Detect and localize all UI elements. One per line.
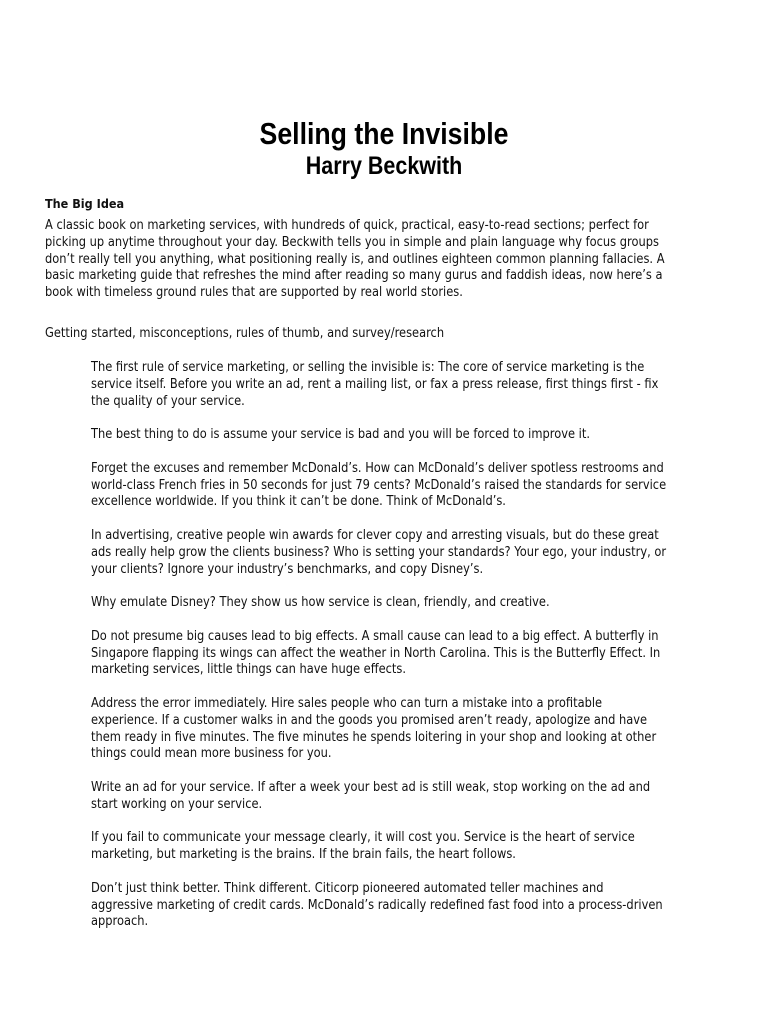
- key-point-paragraph: [91, 427, 745, 444]
- intro-paragraph: [45, 218, 749, 302]
- key-point-line: Write an ad for your service. If after a week your best ad is still weak, stop working on the ad and: [91, 779, 651, 795]
- key-point-line: Forget the excuses and remember McDonald’s. How can McDonald’s deliver spotless restrooms and: [91, 460, 664, 476]
- intro-line: picking up anytime throughout your day. Beckwith tells you in simple and plain language why focus groups: [45, 234, 659, 250]
- section-label: [45, 326, 499, 343]
- key-points-list: [91, 360, 745, 948]
- intro-line: book with timeless ground rules that are supported by real world stories.: [45, 285, 463, 301]
- key-point-paragraph: [91, 360, 745, 410]
- document-title: Selling the Invisible: [259, 116, 509, 151]
- key-point-line: approach.: [91, 914, 149, 930]
- key-point-line: Do not presume big causes lead to big effects. A small cause can lead to a big effect. A butterfly in: [91, 628, 659, 644]
- key-point-paragraph: [91, 629, 745, 679]
- key-point-line: Don’t just think better. Think different. Citicorp pioneered automated teller machines and: [91, 880, 604, 896]
- key-point-line: Singapore flapping its wings can affect the weather in North Carolina. This is the Butterfly Effect. In: [91, 645, 661, 661]
- key-point-line: start working on your service.: [91, 796, 263, 812]
- section-label-text: Getting started, misconceptions, rules of thumb, and survey/research: [45, 326, 445, 341]
- key-point-line: Address the error immediately. Hire sales people who can turn a mistake into a profitable: [91, 695, 603, 711]
- intro-line: basic marketing guide that refreshes the mind after reading so many gurus and faddish ideas, now here’s a: [45, 268, 663, 284]
- key-point-line: things could mean more business for you.: [91, 746, 332, 762]
- key-point-line: In advertising, creative people win awards for clever copy and arresting visuals, but do these great: [91, 527, 659, 543]
- key-point-line: your clients? Ignore your industry’s benchmarks, and copy Disney’s.: [91, 561, 484, 577]
- key-point-line: world-class French fries in 50 seconds for just 79 cents? McDonald’s raised the standards for service: [91, 477, 667, 493]
- key-point-paragraph: [91, 696, 745, 763]
- intro-line: don’t really tell you anything, what positioning really is, and outlines eighteen common planning fallacies. A: [45, 251, 665, 267]
- key-point-line: the quality of your service.: [91, 393, 245, 409]
- key-point-line: experience. If a customer walks in and the goods you promised aren’t ready, apologize and have: [91, 712, 648, 728]
- key-point-line: Why emulate Disney? They show us how service is clean, friendly, and creative.: [91, 595, 550, 611]
- key-point-line: If you fail to communicate your message clearly, it will cost you. Service is the heart of service: [91, 830, 635, 846]
- key-point-line: aggressive marketing of credit cards. McDonald’s radically redefined fast food into a process-driven: [91, 897, 663, 913]
- key-point-line: excellence worldwide. If you think it can’t be done. Think of McDonald’s.: [91, 494, 506, 510]
- key-point-line: The first rule of service marketing, or selling the invisible is: The core of service marketing is the: [91, 360, 645, 375]
- key-point-paragraph: [91, 780, 745, 814]
- key-point-line: ads really help grow the clients business? Who is setting your standards? Your ego, your industry, or: [91, 544, 667, 560]
- key-point-paragraph: [91, 461, 745, 511]
- key-point-line: service itself. Before you write an ad, rent a mailing list, or fax a press release, first things first - fix: [91, 376, 659, 392]
- section-heading: The Big Idea: [45, 196, 125, 211]
- key-point-line: marketing, but marketing is the brains. If the brain fails, the heart follows.: [91, 847, 516, 863]
- key-point-paragraph: [91, 830, 745, 864]
- key-point-paragraph: [91, 881, 745, 931]
- key-point-paragraph: [91, 595, 745, 612]
- key-point-line: marketing services, little things can have huge effects.: [91, 662, 407, 678]
- key-point-line: them ready in five minutes. The five minutes he spends loitering in your shop and looking at other: [91, 729, 657, 745]
- intro-line: A classic book on marketing services, with hundreds of quick, practical, easy-to-read sections; perfect for: [45, 218, 649, 233]
- document-author: Harry Beckwith: [305, 152, 463, 180]
- key-point-paragraph: [91, 528, 745, 578]
- key-point-line: The best thing to do is assume your service is bad and you will be forced to improve it.: [91, 427, 590, 443]
